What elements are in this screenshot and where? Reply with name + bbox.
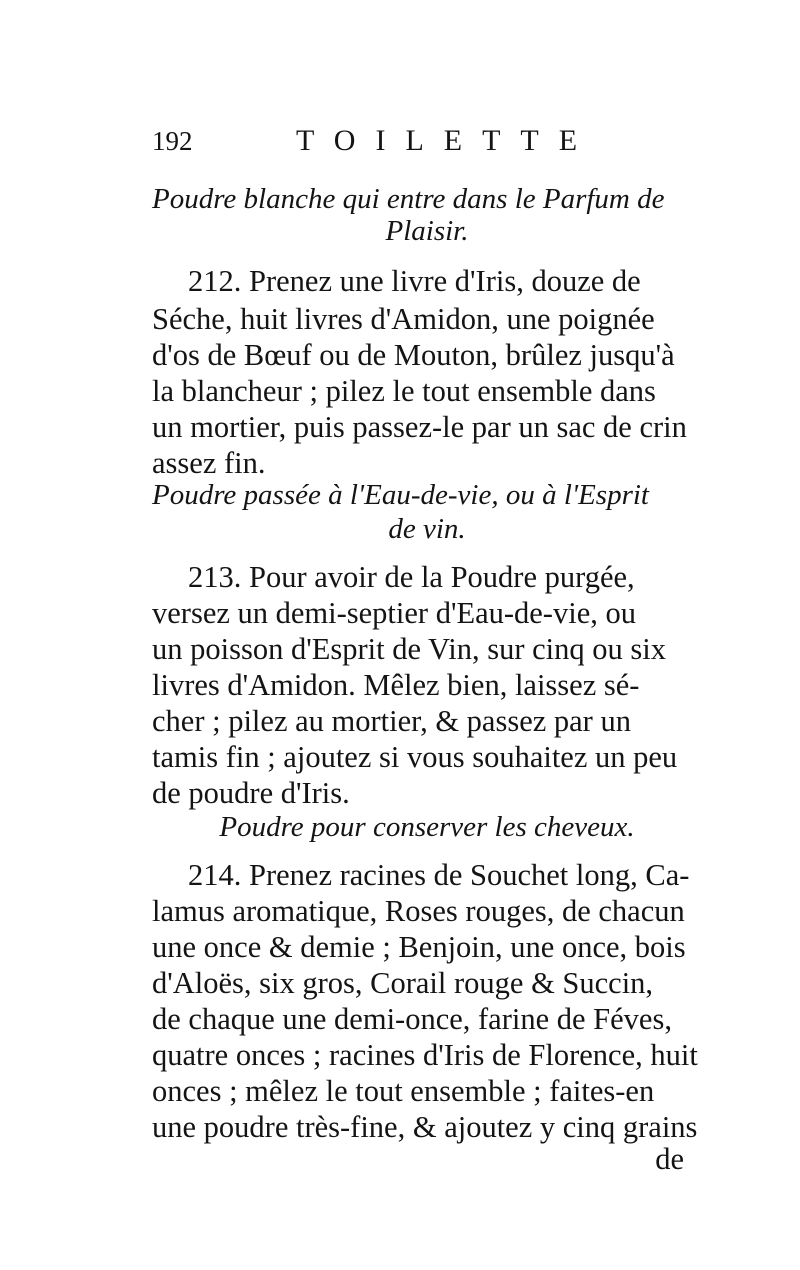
paragraph-line: Séche, huit livres d'Amidon, une poignée [152, 302, 655, 336]
section-heading-line: Poudre passée à l'Eau-de-vie, ou à l'Esprit [152, 479, 649, 511]
paragraph-line: de poudre d'Iris. [152, 776, 350, 810]
paragraph-line: 214. Prenez racines de Souchet long, Ca- [188, 858, 690, 892]
paragraph-line: 213. Pour avoir de la Poudre purgée, [188, 560, 635, 594]
paragraph-line: lamus aromatique, Roses rouges, de chacun [152, 894, 685, 928]
paragraph-line: un poisson d'Esprit de Vin, sur cinq ou six [152, 632, 666, 666]
section-heading-line: Poudre pour conserver les cheveux. [219, 811, 635, 843]
paragraph-line: de chaque une demi-once, farine de Féves, [152, 1002, 672, 1036]
section-heading-line: de vin. [388, 513, 466, 545]
section-heading-line: Poudre blanche qui entre dans le Parfum de [152, 183, 665, 215]
paragraph-line: d'os de Bœuf ou de Mouton, brûlez jusqu'à [152, 338, 675, 372]
page-number: 192 [152, 126, 193, 156]
paragraph-line: un mortier, puis passez-le par un sac de crin [152, 410, 687, 444]
paragraph-line: tamis fin ; ajoutez si vous souhaitez un peu [152, 740, 678, 774]
paragraph-line: la blancheur ; pilez le tout ensemble dans [152, 374, 656, 408]
section-heading-line: Plaisir. [385, 215, 469, 247]
paragraph-line: cher ; pilez au mortier, & passez par un [152, 704, 631, 738]
paragraph-line: versez un demi-septier d'Eau-de-vie, ou [152, 596, 636, 630]
paragraph-line: une poudre très-fine, & ajoutez y cinq grains [152, 1110, 698, 1144]
paragraph-line: d'Aloës, six gros, Corail rouge & Succin, [152, 966, 654, 1000]
paragraph-line: une once & demie ; Benjoin, une once, bois [152, 930, 686, 964]
paragraph-line: onces ; mêlez le tout ensemble ; faites-en [152, 1074, 655, 1108]
page-header [152, 124, 697, 164]
paragraph-line: 212. Prenez une livre d'Iris, douze de [188, 264, 641, 298]
running-title: TOILETTE [296, 124, 598, 157]
paragraph-line: livres d'Amidon. Mêlez bien, laissez sé- [152, 668, 640, 702]
catchword: de [655, 1142, 684, 1176]
paragraph-line: assez fin. [152, 446, 266, 480]
paragraph-line: quatre onces ; racines d'Iris de Florence, huit [152, 1038, 698, 1072]
